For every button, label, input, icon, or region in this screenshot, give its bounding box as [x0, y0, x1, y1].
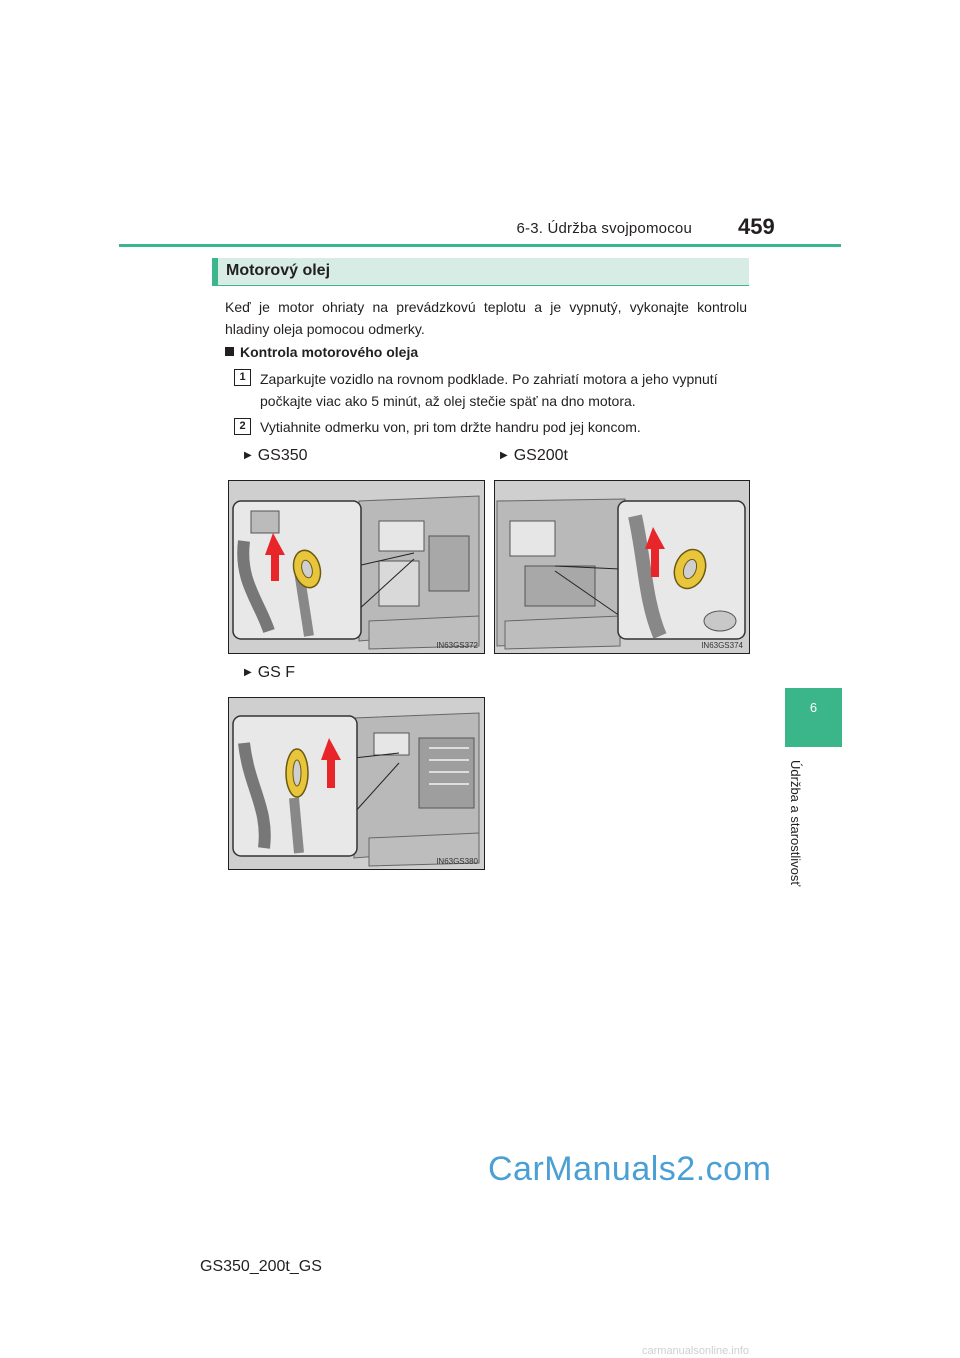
intro-paragraph: Keď je motor ohriaty na prevádzkovú teplotu a je vypnutý, vykonajte kontrolu hladiny oleja pomocou odmerky. — [225, 299, 747, 337]
chapter-title-vertical — [776, 760, 816, 900]
page-number: 459 — [738, 214, 775, 239]
header-divider — [119, 244, 841, 247]
step-text-1: Zaparkujte vozidlo na rovnom podklade. Po zahriatí motora a jeho vypnutí počkajte viac ako 5 minút, až olej stečie späť na dno motora. — [260, 371, 718, 409]
subheading-text: Kontrola motorového oleja — [240, 344, 419, 360]
model-label-gs200t: ▶ GS200t — [500, 447, 568, 464]
figure-code: IN63GS372 — [436, 641, 478, 650]
model-label-gs350: ▶ GS350 — [244, 447, 308, 464]
model-label-gsf: ▶ GS F — [244, 664, 296, 681]
step-text-2: Vytiahnite odmerku von, pri tom držte handru pod jej koncom. — [260, 419, 641, 435]
footer-model-code: GS350_200t_GS — [200, 1258, 322, 1275]
figure-gs350-engine — [228, 480, 485, 654]
square-bullet-icon — [225, 347, 234, 356]
triangle-right-icon: ▶ — [244, 450, 252, 461]
triangle-right-icon: ▶ — [500, 450, 508, 461]
figure-code: IN63GS380 — [436, 857, 478, 866]
watermark-logo[interactable]: CarManuals2.com — [488, 1150, 772, 1188]
step-number-1: 1 — [234, 369, 251, 386]
subheading — [225, 344, 418, 360]
figure-gs200t-engine — [494, 480, 750, 654]
triangle-right-icon: ▶ — [244, 667, 252, 678]
chapter-tab[interactable] — [785, 688, 842, 747]
step-number-2: 2 — [234, 418, 251, 435]
header-section-title: 6-3. Údržba svojpomocou — [516, 220, 692, 237]
section-heading-bar — [212, 258, 749, 286]
chapter-title: Údržba a starostlivosť — [788, 760, 803, 887]
figure-code: IN63GS374 — [701, 641, 743, 650]
section-heading: Motorový olej — [226, 262, 331, 279]
chapter-number: 6 — [809, 700, 818, 715]
watermark-secondary[interactable]: carmanualsonline.info — [642, 1345, 750, 1357]
figure-gsf-engine — [228, 697, 485, 870]
